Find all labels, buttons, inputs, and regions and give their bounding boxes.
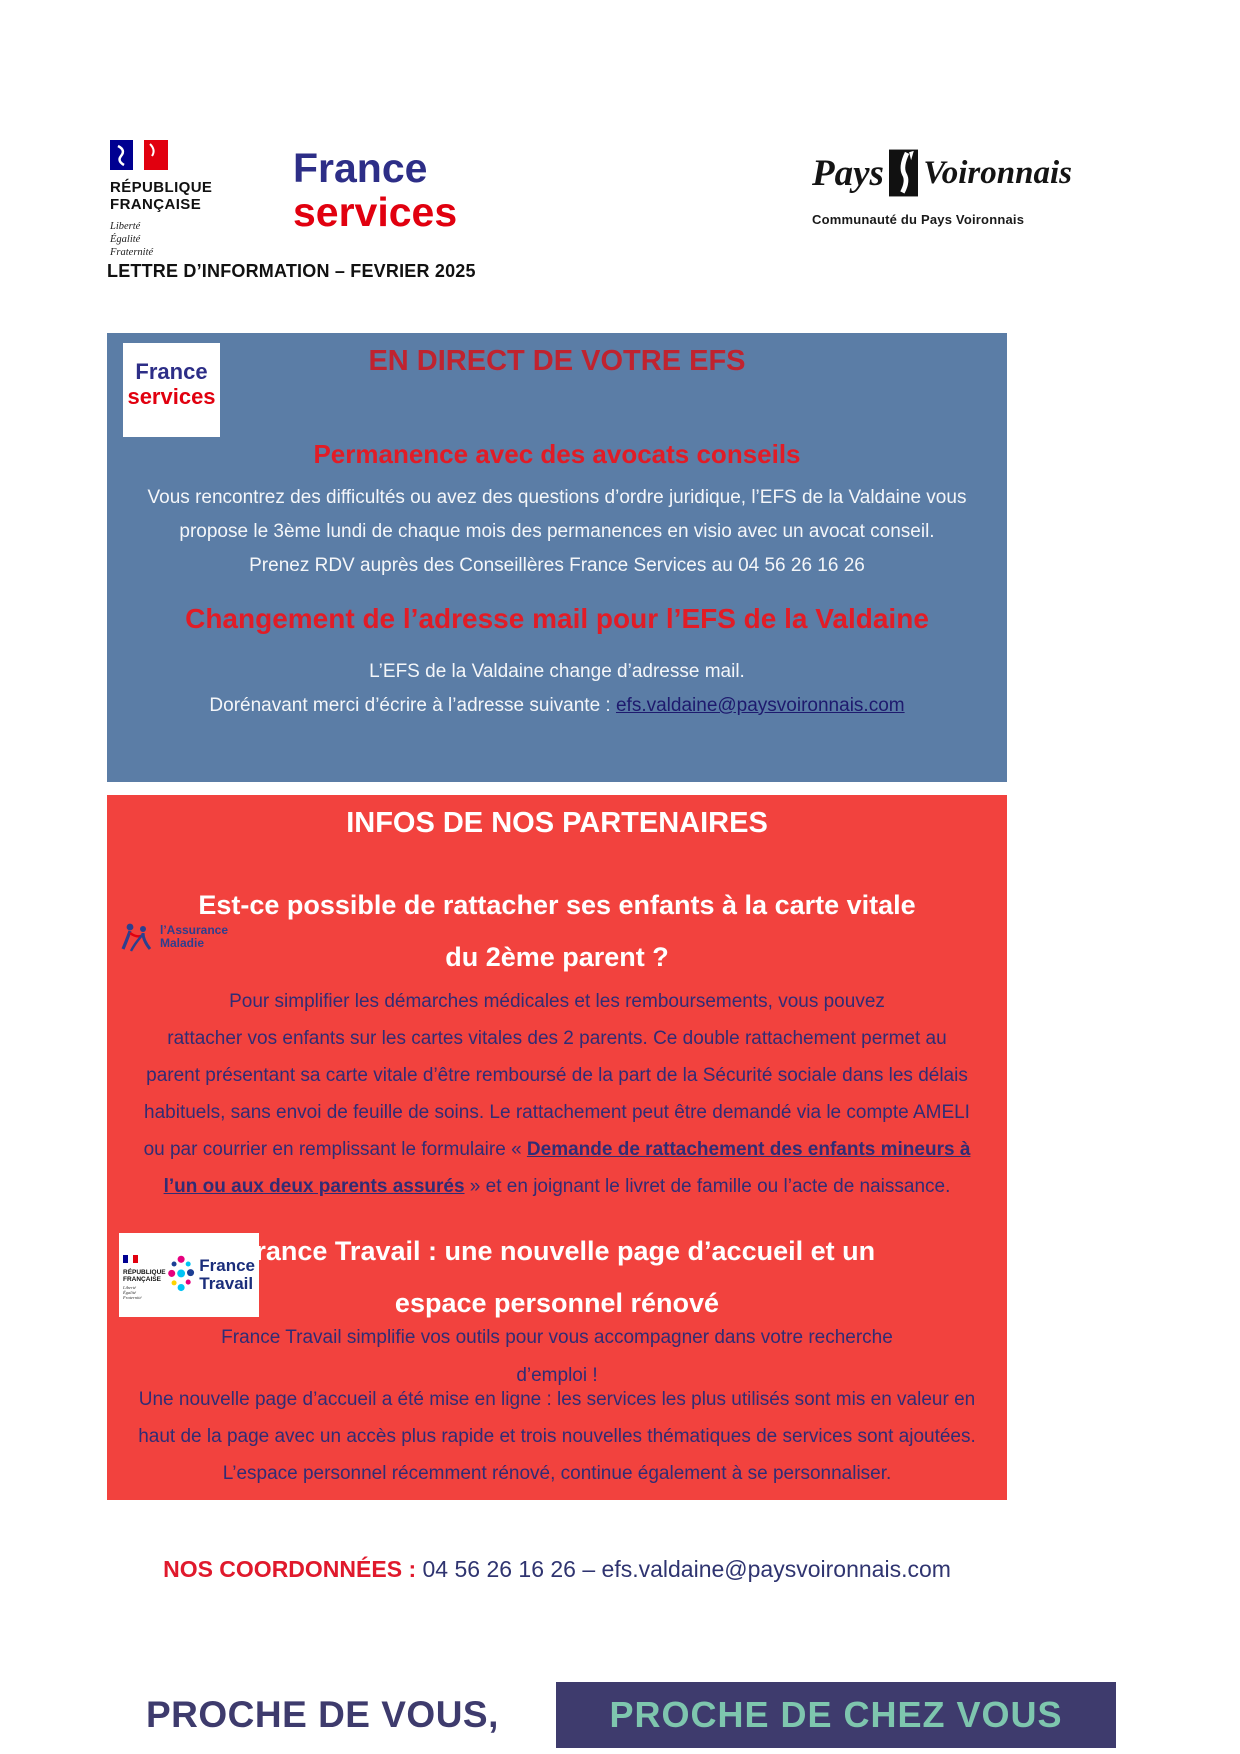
republique-motto: Liberté Égalité Fraternité <box>110 221 154 258</box>
partners-section <box>107 795 1007 1500</box>
footer-slogan-left: PROCHE DE VOUS, <box>146 1694 499 1735</box>
ameli-line: ou par courrier en remplissant le formulaire « Demande de rattachement des enfants mineurs à <box>143 1139 971 1160</box>
pays-voironnais-word1: Pays <box>812 152 884 194</box>
france-travail-intro: France Travail simplifie vos outils pour vous accompagner dans votre recherche d’emploi ! <box>221 1327 893 1386</box>
ameli-line: rattacher vos enfants sur les cartes vitales des 2 parents. Ce double rattachement permet au <box>167 1028 947 1049</box>
rattachement-form-link[interactable]: Demande de rattachement des enfants mineurs à <box>526 1139 971 1160</box>
pays-voironnais-word2: Voironnais <box>923 154 1072 191</box>
france-services-mini-logo: France services <box>123 343 220 437</box>
permanence-line: Prenez RDV auprès des Conseillères France Services au 04 56 26 16 26 <box>249 555 865 576</box>
ameli-line: habituels, sans envoi de feuille de soins. Le rattachement peut être demandé via le compte AMELI <box>144 1102 970 1123</box>
pays-voironnais-caption: Communauté du Pays Voironnais <box>812 212 1025 227</box>
republique-francaise-logo <box>110 140 250 259</box>
french-flag-icon <box>110 140 168 170</box>
france-travail-heading: France Travail : une nouvelle page d’accueil et un espace personnel rénové <box>238 1236 876 1318</box>
ameli-line: parent présentant sa carte vitale d’être remboursé de la part de la Sécurité sociale dans les délais <box>146 1065 968 1086</box>
rattachement-form-link[interactable]: l’un ou aux deux parents assurés <box>163 1176 465 1197</box>
pays-voironnais-mark-icon <box>889 138 918 208</box>
efs-section <box>107 333 1007 782</box>
mail-change-line2-prefix: Dorénavant merci d’écrire à l’adresse suivante : <box>209 695 616 716</box>
france-travail-name: France Travail <box>199 1256 255 1293</box>
contact-line <box>107 1556 1007 1583</box>
permanence-line: propose le 3ème lundi de chaque mois des permanences en visio avec un avocat conseil. <box>179 521 935 542</box>
footer-slogan-right: PROCHE DE CHEZ VOUS <box>609 1694 1063 1735</box>
assurance-maladie-text: l’Assurance Maladie <box>160 923 229 950</box>
ameli-line: Pour simplifier les démarches médicales et les remboursements, vous pouvez <box>229 991 885 1012</box>
newsletter-title: LETTRE D’INFORMATION – FEVRIER 2025 <box>107 261 476 281</box>
permanence-line: Vous rencontrez des difficultés ou avez des questions d’ordre juridique, l’EFS de la Valdaine vous <box>147 487 967 508</box>
ameli-paragraph <box>107 983 1007 1205</box>
mail-change-line1: L’EFS de la Valdaine change d’adresse mail. <box>369 661 745 682</box>
france-travail-paragraph: Une nouvelle page d’accueil a été mise en ligne : les services les plus utilisés sont mis en valeur en haut de la page avec un accès plus rapide et trois nouvelles thématiques de services sont ajoutées. L’espace personnel récemment rénové, continue également à se personnaliser. <box>138 1389 976 1484</box>
france-services-logo <box>293 146 457 234</box>
efs-email-link[interactable]: efs.valdaine@paysvoironnais.com <box>615 695 905 716</box>
partners-section-title: INFOS DE NOS PARTENAIRES <box>346 807 768 839</box>
permanence-heading: Permanence avec des avocats conseils <box>313 439 801 469</box>
mail-change-line2 <box>107 689 1007 723</box>
ameli-line: l’un ou aux deux parents assurés » et en joignant le livret de famille ou l’acte de naissance. <box>163 1176 951 1197</box>
france-travail-rf-block: RÉPUBLIQUE FRANÇAISE Liberté Égalité Fraternité <box>123 1250 163 1300</box>
mail-change-heading: Changement de l’adresse mail pour l’EFS de la Valdaine <box>185 603 929 634</box>
ameli-heading: Est-ce possible de rattacher ses enfants à la carte vitale du 2ème parent ? <box>198 890 916 972</box>
pays-voironnais-logo <box>812 138 1072 227</box>
efs-section-title: EN DIRECT DE VOTRE EFS <box>368 345 746 377</box>
contact-label: NOS COORDONNÉES : <box>163 1556 417 1582</box>
contact-value: 04 56 26 16 26 – efs.valdaine@paysvoironnais.com <box>422 1556 951 1582</box>
footer-slogan-box <box>556 1682 1116 1748</box>
france-services-logo-line1: France <box>293 145 428 191</box>
republique-name: RÉPUBLIQUE FRANÇAISE <box>110 179 213 213</box>
permanence-paragraph <box>107 481 1007 583</box>
france-services-logo-line2: services <box>293 189 458 235</box>
